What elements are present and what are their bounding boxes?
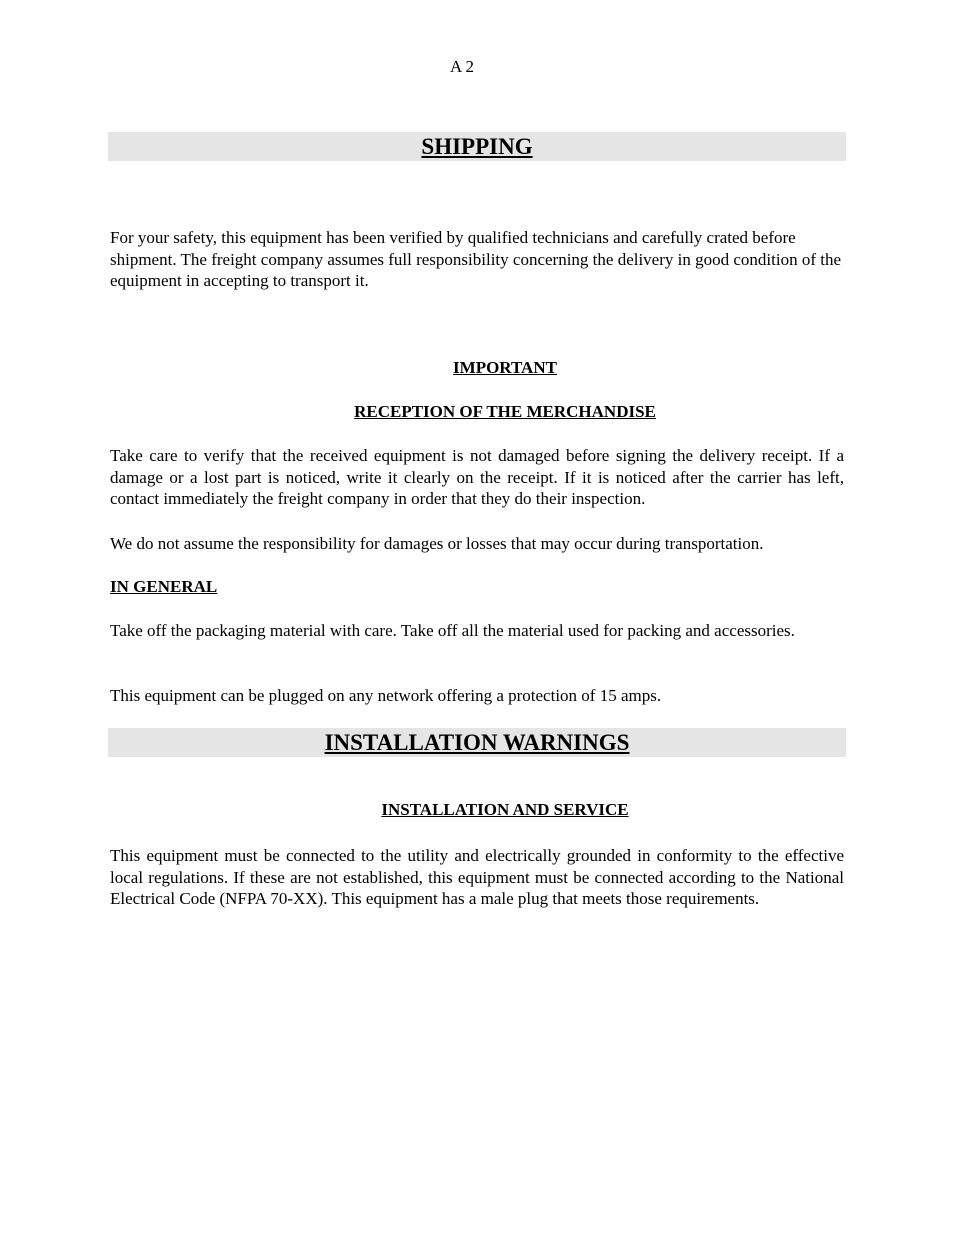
shipping-title: SHIPPING xyxy=(421,134,533,159)
installation-section-bar xyxy=(108,728,846,757)
installation-service-heading: INSTALLATION AND SERVICE xyxy=(381,800,629,819)
installation-service-paragraph: This equipment must be connected to the utility and electrically grounded in conformity to the effective local regulations. If these are not established, this equipment must be connected according to the National Electrical Code (NFPA 70-XX). This equipment has a male plug that meets those requirements. xyxy=(110,846,844,909)
responsibility-paragraph: We do not assume the responsibility for damages or losses that may occur during transportation. xyxy=(110,534,764,553)
general-paragraph: Take off the packaging material with care. Take off all the material used for packing and accessories. xyxy=(110,621,795,640)
important-heading: IMPORTANT xyxy=(453,358,557,377)
reception-heading: RECEPTION OF THE MERCHANDISE xyxy=(354,402,656,421)
shipping-intro-paragraph: For your safety, this equipment has been verified by qualified technicians and carefully crated before shipment. The freight company assumes full responsibility concerning the delivery in good condition of the equipment in accepting to transport it. xyxy=(110,228,842,291)
installation-title: INSTALLATION WARNINGS xyxy=(324,730,630,755)
shipping-section-bar xyxy=(108,132,846,161)
network-paragraph: This equipment can be plugged on any network offering a protection of 15 amps. xyxy=(110,686,662,705)
page-number: A 2 xyxy=(449,57,475,76)
reception-paragraph: Take care to verify that the received equipment is not damaged before signing the delivery receipt. If a damage or a lost part is noticed, write it clearly on the receipt. If it is noticed after the carrier has left, contact immediately the freight company in order that they do their inspection. xyxy=(110,446,844,509)
in-general-heading: IN GENERAL xyxy=(110,577,218,596)
